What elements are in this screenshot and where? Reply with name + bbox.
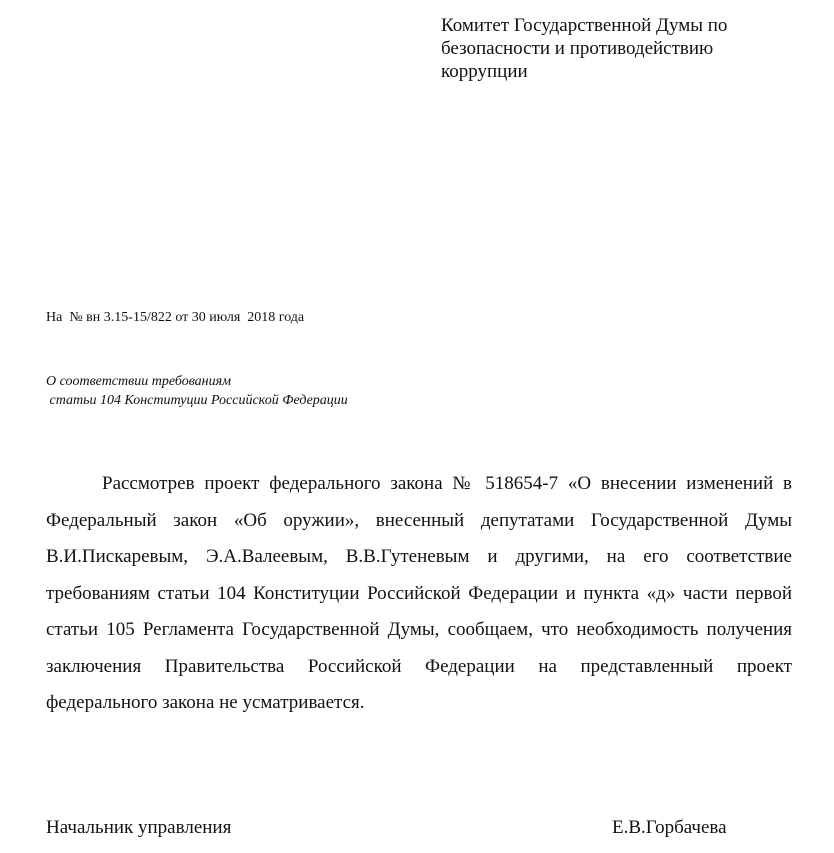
subject-block: [46, 372, 348, 410]
subject-line: статьи 104 Конституции Российской Федерации: [46, 393, 348, 408]
subject-line: О соответствии требованиям: [46, 374, 232, 389]
addressee-line: Комитет Государственной Думы по: [441, 15, 728, 36]
signature-name: Е.В.Горбачева: [612, 817, 727, 838]
addressee-line: безопасности и противодействию: [441, 38, 714, 59]
reference-number: На № вн 3.15-15/822 от 30 июля 2018 года: [46, 310, 305, 325]
addressee-line: коррупции: [441, 61, 528, 82]
signature-position: Начальник управления: [46, 817, 232, 838]
addressee-block: [441, 14, 801, 83]
body-paragraph: Рассмотрев проект федерального закона № 518654-7 «О внесении изменений в Федеральный закон «Об оружии», внесенный депутатами Государственной Думы В.И.Пискаревым, Э.А.Валеевым, В.В.Гутеневым и другими, на его соответствие требованиям статьи 104 Конституции Российской Федерации и пункта «д» части первой статьи 105 Регламента Государственной Думы, сообщаем, что необходимость получения заключения Правительства Российской Федерации на представленный проект федерального закона не усматривается.: [46, 473, 792, 713]
